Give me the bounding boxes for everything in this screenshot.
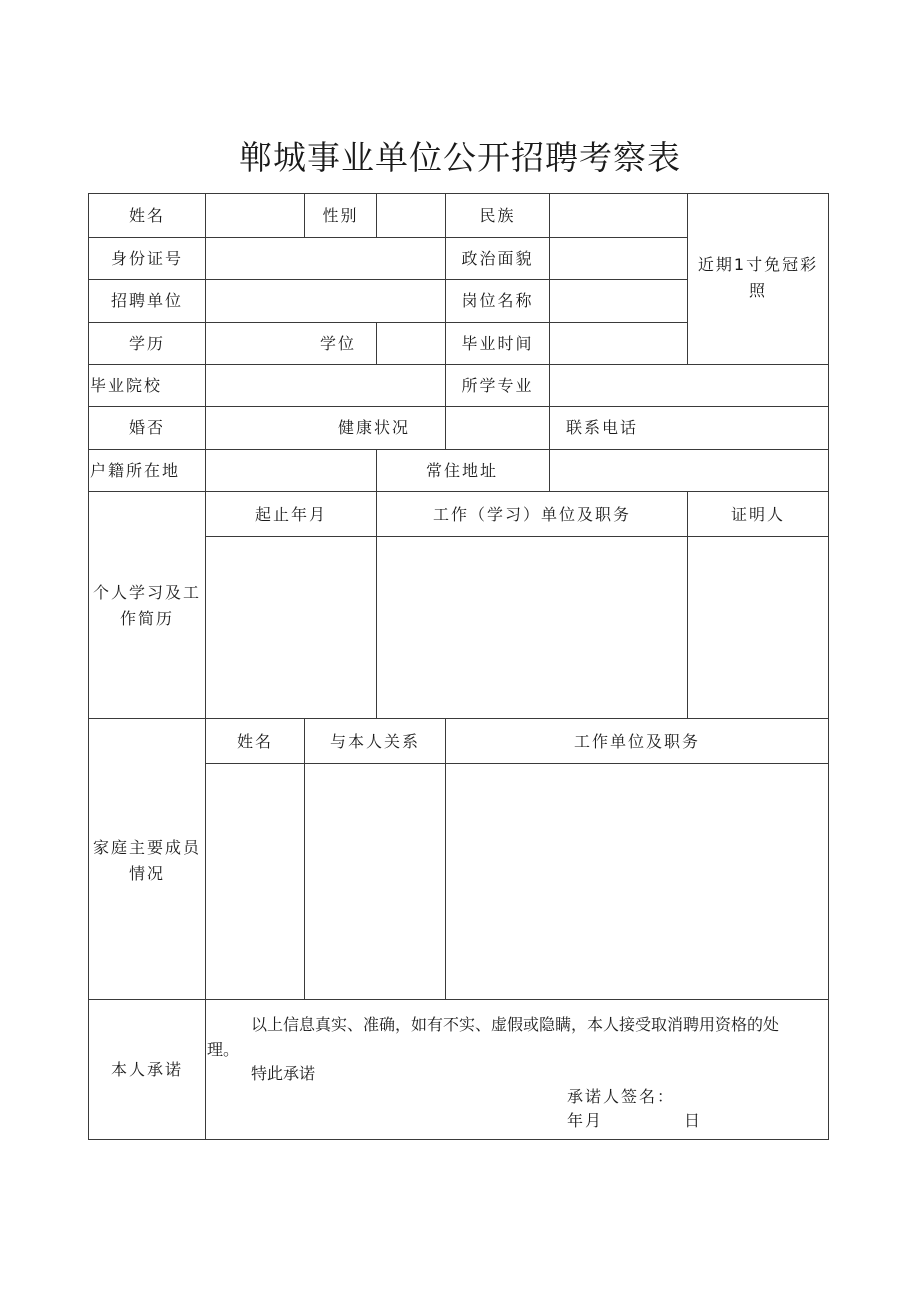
field-political-status[interactable] [550,238,687,279]
family-name-field[interactable] [206,764,304,999]
pledge-line-3: 特此承诺 [251,1064,316,1083]
field-hukou[interactable] [206,450,376,491]
label-resume-section: 个人学习及工作简历 [92,583,201,628]
field-residence[interactable] [550,450,828,491]
field-name[interactable] [206,194,304,237]
page-title: 郸城事业单位公开招聘考察表 [239,138,681,177]
field-gender[interactable] [377,194,445,237]
date-day: 日 [684,1111,701,1130]
label-education: 学历 [128,334,165,353]
label-gender: 性别 [322,206,359,225]
resume-col-period: 起止年月 [254,505,327,524]
pledge-line-2: 理。 [207,1040,240,1059]
field-ethnicity[interactable] [550,194,687,237]
field-school[interactable] [206,365,445,406]
label-grad-time: 毕业时间 [461,334,534,353]
label-health: 健康状况 [338,418,411,437]
resume-period-field[interactable] [206,537,376,718]
label-hukou: 户籍所在地 [90,461,181,480]
label-marital: 婚否 [128,418,165,437]
resume-col-witness: 证明人 [730,505,785,524]
family-relation-field[interactable] [305,764,445,999]
label-family-section: 家庭主要成员情况 [92,838,201,883]
date-year-month: 年月 [567,1111,604,1130]
photo-placeholder: 近期1寸免冠彩照 [697,255,819,300]
field-major[interactable] [550,365,828,406]
field-health[interactable] [446,407,549,449]
label-position: 岗位名称 [461,291,534,310]
family-unit-field[interactable] [446,764,828,999]
family-col-relation: 与本人关系 [329,732,420,751]
resume-witness-field[interactable] [688,537,828,718]
field-employer[interactable] [206,280,445,322]
label-employer: 招聘单位 [110,291,183,310]
label-pledge-section: 本人承诺 [110,1060,183,1079]
label-school: 毕业院校 [90,376,163,395]
label-major: 所学专业 [461,376,534,395]
field-position[interactable] [550,280,687,322]
label-name: 姓名 [128,206,165,225]
label-phone: 联系电话 [566,418,639,437]
field-degree[interactable] [377,323,445,364]
label-id-number: 身份证号 [110,249,183,268]
signature-label: 承诺人签名： [567,1087,676,1106]
field-id-number[interactable] [206,238,445,279]
resume-unit-field[interactable] [377,537,687,718]
label-ethnicity: 民族 [479,206,516,225]
field-grad-time[interactable] [550,323,687,364]
label-degree: 学位 [320,334,357,353]
label-political-status: 政治面貌 [461,249,534,268]
family-col-unit: 工作单位及职务 [573,732,700,751]
resume-col-unit: 工作（学习）单位及职务 [432,505,631,524]
label-residence: 常住地址 [426,461,499,480]
family-col-name: 姓名 [236,732,273,751]
pledge-line-1: 以上信息真实、准确，如有不实、虚假或隐瞒，本人接受取消聘用资格的处 [251,1015,780,1034]
